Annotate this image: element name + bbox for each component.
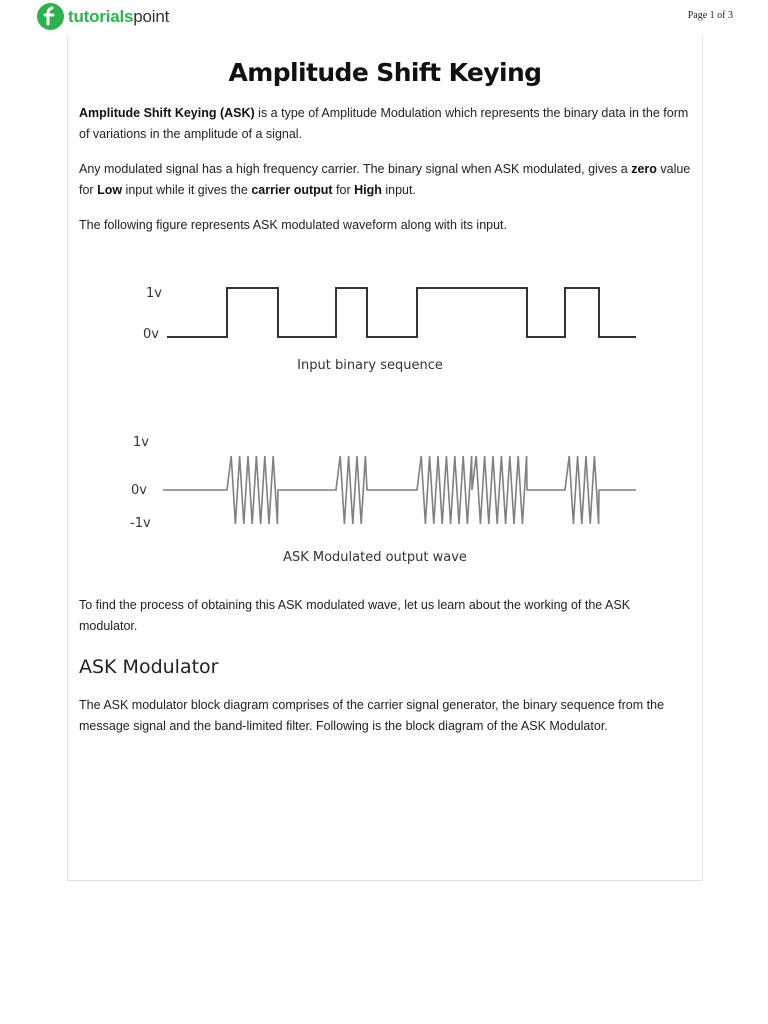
- tutorialspoint-logo[interactable]: [37, 3, 169, 30]
- output-caption: ASK Modulated output wave: [283, 550, 467, 565]
- input-label-0v: 0v: [143, 327, 159, 342]
- page-header: [0, 0, 768, 34]
- paragraph-block-diagram: The ASK modulator block diagram comprises of the carrier signal generator, the binary sequence from the message signal and the band-limited filter. Following is the block diagram of the ASK Modulator.: [79, 698, 665, 733]
- ask-output-wave: [163, 456, 636, 524]
- page-number: Page 1 of 3: [687, 10, 733, 21]
- term-ask: Amplitude Shift Keying (ASK): [79, 106, 255, 120]
- input-label-1v: 1v: [146, 286, 162, 301]
- page-title: Amplitude Shift Keying: [228, 58, 542, 87]
- input-binary-wave: [167, 288, 636, 337]
- ask-waveform-figure: [80, 270, 660, 580]
- input-caption: Input binary sequence: [297, 358, 443, 373]
- paragraph-process: To find the process of obtaining this ASK modulated wave, let us learn about the working of the ASK modulator.: [79, 598, 631, 633]
- paragraph-intro: Amplitude Shift Keying (ASK) is a type of Amplitude Modulation which represents the binary data in the form of variations in the amplitude of a signal.: [79, 106, 689, 141]
- output-label-1v: 1v: [133, 435, 149, 450]
- output-label-0v: 0v: [131, 483, 147, 498]
- section-heading: ASK Modulator: [79, 656, 219, 678]
- paragraph-figure-intro: The following figure represents ASK modulated waveform along with its input.: [79, 218, 508, 232]
- logo-text: tutorialspoint: [68, 6, 170, 26]
- output-label-minus1v: -1v: [130, 516, 151, 531]
- logo-badge-icon: [37, 3, 64, 30]
- paragraph-carrier: Any modulated signal has a high frequency carrier. The binary signal when ASK modulated, gives a zero value for Low input while it gives the carrier output for High input.: [79, 162, 691, 197]
